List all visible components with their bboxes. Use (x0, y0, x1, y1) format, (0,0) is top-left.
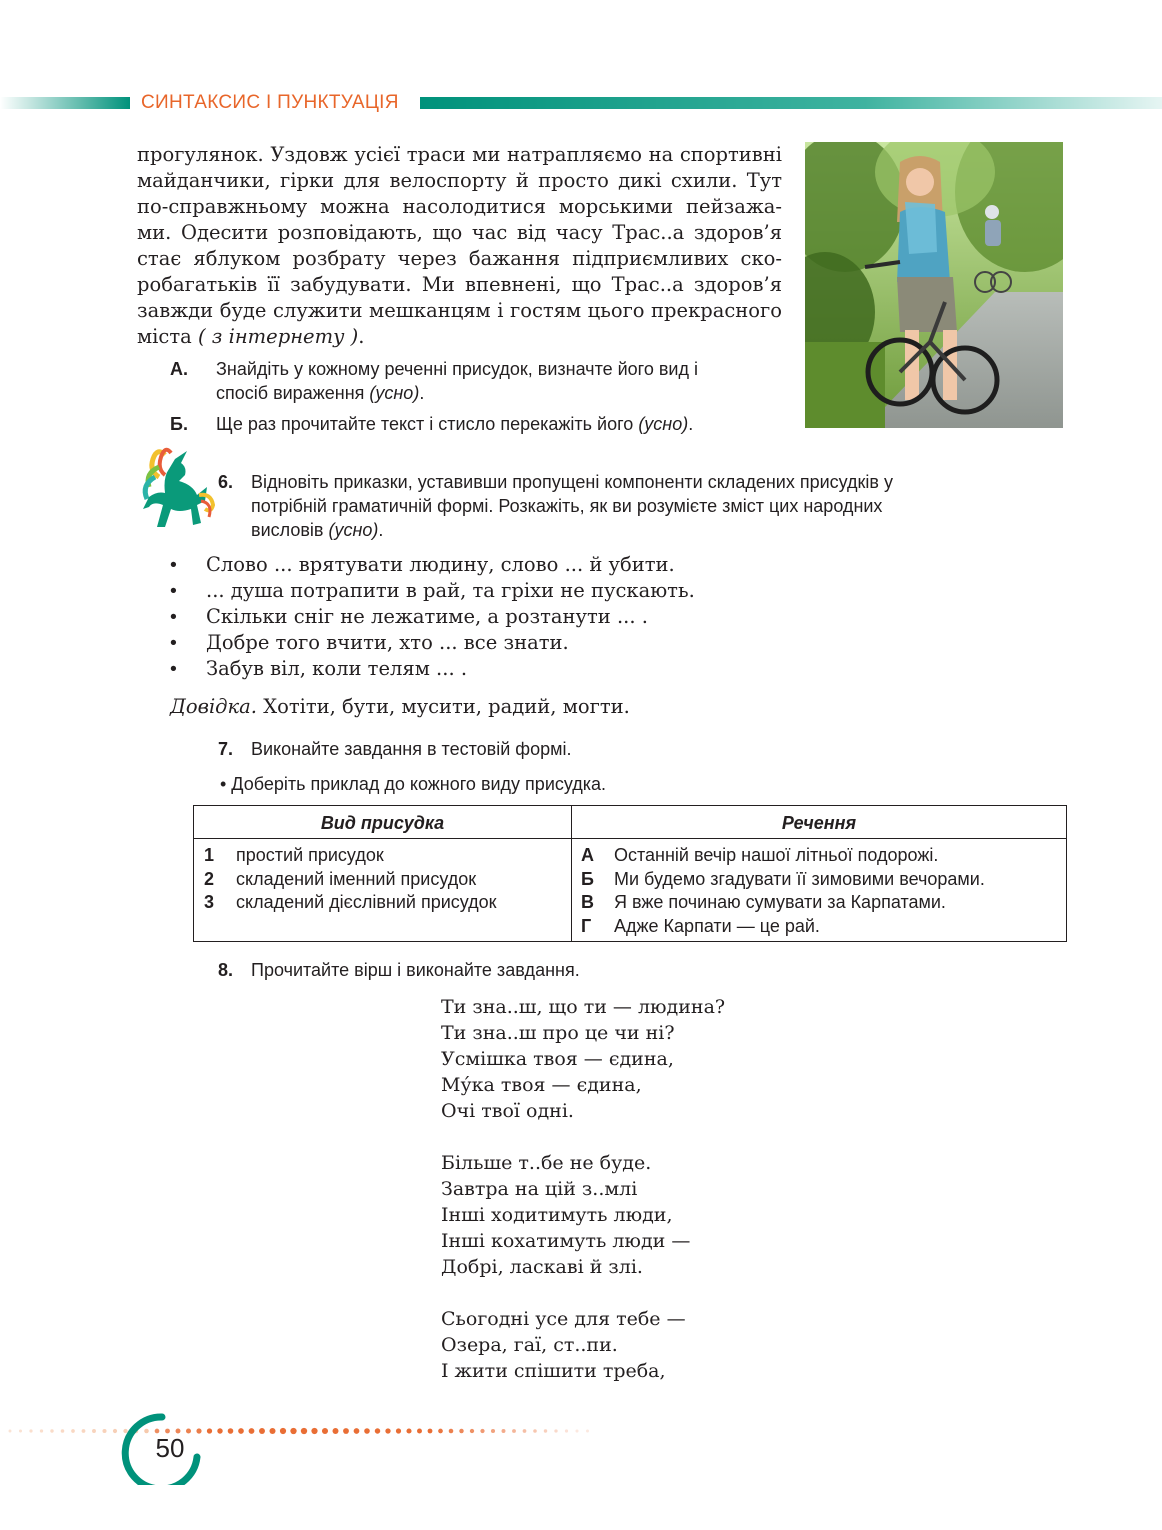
footer-dot (61, 1429, 65, 1433)
footer-dot (9, 1430, 12, 1433)
row-key: Г (581, 915, 592, 936)
footer-dot (92, 1429, 96, 1433)
col1-header: Вид присудка (320, 813, 445, 833)
row-key: Б (581, 868, 594, 889)
footer-dot (343, 1428, 349, 1434)
table-row (204, 868, 564, 892)
subtask-end: . (688, 414, 694, 434)
footer-dot (586, 1430, 589, 1433)
intro-paragraph (137, 142, 782, 350)
footer-dot (333, 1428, 339, 1434)
row-text: складений іменний присудок (236, 868, 477, 889)
subtask-line: спосіб вираження (216, 383, 365, 403)
task-line: висловів (251, 520, 324, 540)
footer-dot (417, 1429, 422, 1434)
footer-dot (544, 1429, 547, 1432)
oral-note: (усно) (328, 520, 379, 540)
row-key: 3 (204, 892, 215, 912)
paragraph-last-line (137, 324, 782, 350)
poem (441, 994, 725, 1384)
paragraph-line: завжди буде служити мешканцям і гостям цього прекрасного (137, 299, 782, 322)
subtask-end: . (419, 383, 425, 403)
page-number: 50 (155, 1433, 185, 1463)
footer-dot (144, 1429, 149, 1434)
footer-dot (322, 1428, 328, 1434)
matching-table (193, 805, 1067, 942)
poem-line: Сьогодні усе для тебе — (441, 1308, 686, 1330)
header-band-left (0, 97, 130, 109)
paragraph-line: робагатьків її забудувати. Ми впевнені, що Трас..а здоров’я (137, 273, 782, 296)
footer-dot (301, 1428, 307, 1434)
col2-header: Речення (781, 813, 857, 833)
list-item: • ... душа потрапити в рай, та гріхи не пускають. (170, 578, 695, 604)
footer-dot (449, 1429, 454, 1434)
task7-bullet: • Доберіть приклад до кожного виду присудка. (220, 774, 607, 794)
poem-line: Інші ходитимуть люди, (441, 1204, 673, 1226)
task-line: потрібній граматичній формі. Розкажіть, як ви розумієте зміст цих народних (251, 496, 883, 516)
stanza-gap (441, 1124, 725, 1150)
paragraph-line: ми. Одесити розповідають, що час від часу Трас..а здоров’я (137, 221, 782, 244)
footer-dot (40, 1429, 43, 1432)
row-text: Останній вечір нашої літньої подорожі. (614, 845, 939, 865)
paragraph-end: . (358, 325, 365, 348)
list-item: • Забув віл, коли телям ... . (170, 656, 695, 682)
subtask-label: Б. (170, 414, 188, 434)
table-row (581, 868, 1061, 892)
reference-label: Довідка. (170, 695, 258, 718)
paragraph-line: прогулянок. Уздовж усієї траси ми натрапляємо на спортивні (137, 143, 782, 166)
footer-dot (428, 1429, 433, 1434)
poem-line: Усмішка твоя — єдина, (441, 1048, 674, 1070)
footer-dot (385, 1428, 390, 1433)
poem-line: Очі твої одні. (441, 1100, 574, 1122)
poem-line: Озера, гаї, ст..пи. (441, 1334, 618, 1356)
row-text: Ми будемо згадувати її зимовими вечорами. (614, 868, 985, 889)
row-key: 1 (204, 845, 215, 865)
poem-line: Завтра на цій з..млі (441, 1178, 638, 1200)
footer-dot (249, 1428, 255, 1434)
paragraph-line: стає яблуком розбрату через бажання підприємливих ско- (137, 247, 782, 270)
footer-dot (311, 1428, 317, 1434)
table-row (581, 891, 1061, 915)
row-key: А (581, 845, 594, 865)
poem-line: Ти зна..ш про це чи ні? (441, 1022, 675, 1044)
subtask-line: Знайдіть у кожному реченні присудок, визначте його вид і (216, 359, 698, 379)
footer-dot (523, 1429, 527, 1433)
footer-dot (207, 1428, 212, 1433)
header-band-right (420, 97, 1162, 109)
footer-dot (512, 1429, 516, 1433)
stanza-gap (441, 1280, 725, 1306)
cyclist-photo (805, 142, 1063, 428)
footer-dot (29, 1429, 32, 1432)
footer-dot (575, 1429, 578, 1432)
subtask-text (216, 412, 693, 436)
task-number: 7. (218, 739, 234, 759)
proverb-list (170, 552, 695, 682)
footer-dot (354, 1428, 360, 1434)
footer-dot (290, 1428, 296, 1434)
footer-dot (554, 1429, 557, 1432)
table-left-cell (204, 844, 564, 915)
list-item: • Слово ... врятувати людину, слово ... й убити. (170, 552, 695, 578)
footer-dot (438, 1429, 443, 1434)
footer-dot (375, 1428, 380, 1433)
footer-dot (228, 1428, 234, 1434)
footer-dot (50, 1429, 53, 1432)
list-item: • Добре того вчити, хто ... все знати. (170, 630, 695, 656)
poem-line: Більше т..бе не буде. (441, 1152, 652, 1174)
poem-line: Му́ка твоя — єдина, (441, 1074, 642, 1096)
table-row (204, 891, 564, 915)
reference-note (170, 694, 630, 720)
row-text: простий присудок (236, 845, 384, 865)
poem-line: Інші кохатимуть люди — (441, 1230, 691, 1252)
task-end: . (378, 520, 384, 540)
reference-words: Хотіти, бути, мусити, радий, могти. (263, 695, 630, 718)
footer-dot (269, 1428, 275, 1434)
row-key: 2 (204, 868, 215, 889)
oral-note: (усно) (638, 414, 689, 434)
footer-dot (459, 1429, 463, 1433)
footer-dot (238, 1428, 244, 1434)
footer-dot (19, 1429, 22, 1432)
subtask-a (170, 357, 790, 405)
row-text: складений дієслівний присудок (236, 892, 497, 912)
footer-dot (123, 1429, 127, 1433)
footer-dot (480, 1429, 484, 1433)
footer-dot (71, 1429, 75, 1433)
task6-text (251, 470, 1041, 542)
task-line: Відновіть приказки, уставивши пропущені компоненти складених присудків у (251, 472, 893, 492)
paragraph-line: по-справжньому можна насолодитися морськими пейзажа- (137, 195, 782, 218)
task8-text: Прочитайте вірш і виконайте завдання. (251, 960, 580, 980)
footer-dot (533, 1429, 537, 1433)
poem-line: Ти зна..ш, що ти — людина? (441, 996, 726, 1018)
footer-dot (364, 1428, 370, 1434)
footer-dot (259, 1428, 265, 1434)
row-text: Я вже починаю сумувати за Карпатами. (614, 892, 946, 912)
subtask-b (170, 412, 790, 436)
paragraph-line: майданчики, гірки для велоспорту й просто дикі схили. Тут (137, 169, 782, 192)
footer-dot (502, 1429, 506, 1433)
footer-dot (406, 1428, 411, 1433)
row-text: Адже Карпати — це рай. (614, 915, 820, 936)
footer-dot (82, 1429, 86, 1433)
paragraph-text: міста (137, 325, 192, 348)
list-item: • Скільки сніг не лежатиме, а розтанути ... . (170, 604, 695, 630)
source-note: ( з інтернету ) (197, 325, 359, 348)
task-number: 6. (218, 472, 234, 492)
footer-dot (102, 1429, 106, 1433)
table-row (581, 844, 1061, 868)
subtask-line: Ще раз прочитайте текст і стисло перекажіть його (216, 414, 634, 434)
poem-line: Добрі, ласкаві й злі. (441, 1256, 643, 1278)
footer-dot (565, 1429, 568, 1432)
task-number: 8. (218, 960, 234, 980)
footer-dot (113, 1429, 117, 1433)
poem-line: І жити спішити треба, (441, 1360, 666, 1382)
oral-note: (усно) (369, 383, 420, 403)
subtask-text (216, 357, 698, 405)
footer-dot (217, 1428, 222, 1433)
section-title: СИНТАКСИС І ПУНКТУАЦІЯ (141, 92, 399, 113)
task7-text: Виконайте завдання в тестовій формі. (251, 739, 572, 759)
row-key: В (581, 892, 594, 912)
table-header (194, 806, 1066, 839)
subtask-label: А. (170, 359, 188, 379)
footer-dot (196, 1428, 201, 1433)
table-right-cell (581, 844, 1061, 938)
footer-dot (280, 1428, 286, 1434)
footer-dot (491, 1429, 495, 1433)
table-row (581, 915, 1061, 939)
table-row (204, 844, 564, 868)
unicorn-icon (135, 447, 215, 532)
footer-dot (470, 1429, 474, 1433)
footer-dot (396, 1428, 401, 1433)
